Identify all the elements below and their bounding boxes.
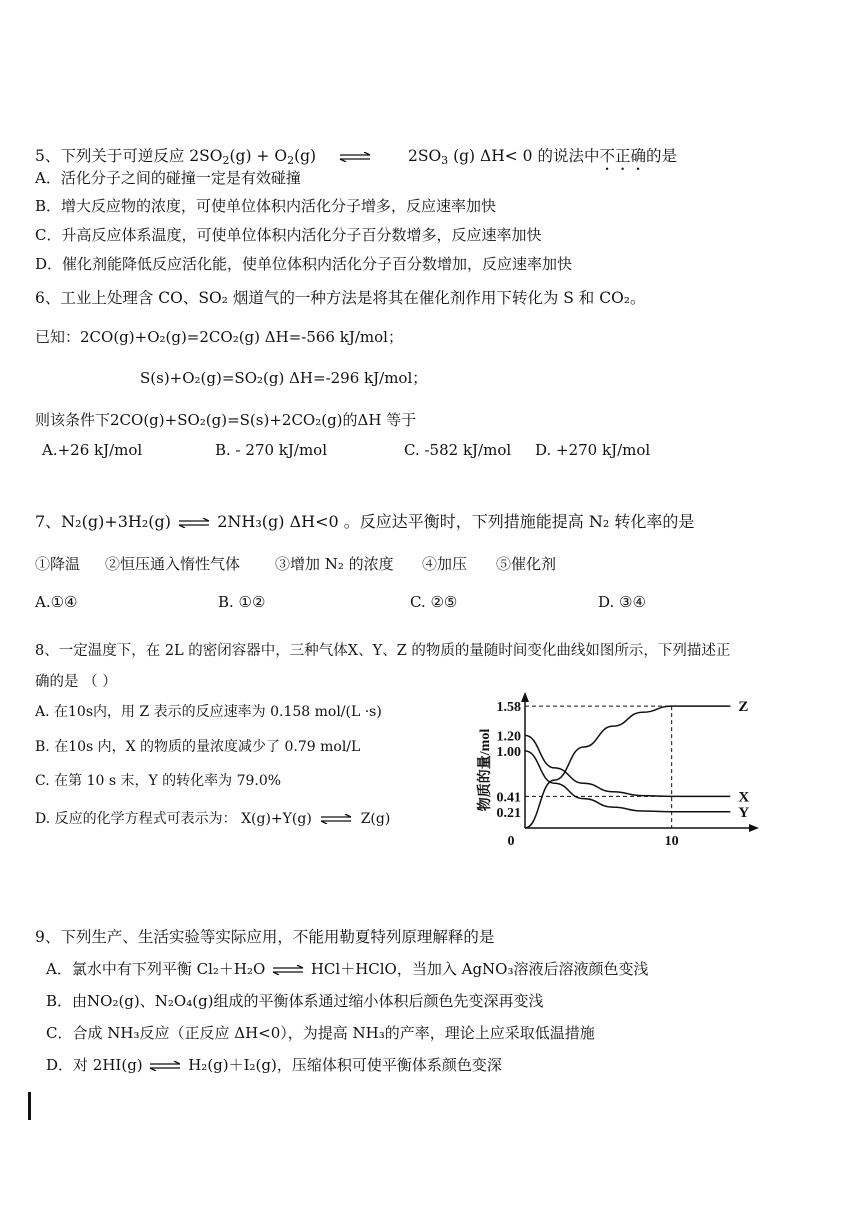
q6-option-c: C. -582 kJ/mol xyxy=(404,441,512,459)
q9-option-c: C．合成 NH₃反应（正反应 ΔH<0），为提高 NH₃的产率，理论上应采取低温措施 xyxy=(46,1024,595,1042)
q7-option-c: C. ②⑤ xyxy=(410,593,458,611)
margin-pen-mark xyxy=(28,1092,31,1120)
q7-measure-3: ③增加 N₂ 的浓度 xyxy=(275,555,394,573)
y-tick-label: 1.58 xyxy=(496,700,521,716)
x-tick-label: 0 xyxy=(507,834,515,849)
y-axis-label: 物质的量/mol xyxy=(478,728,493,812)
q7-stem: 7、N₂(g)+3H₂(g) 2NH₃(g) ΔH<0 。反应达平衡时，下列措施能提高 N₂ 转化率的是 xyxy=(35,512,695,531)
q6-option-a: A.+26 kJ/mol xyxy=(42,441,143,459)
q8-option-a: A. 在10s内，用 Z 表示的反应速率为 0.158 mol/(L ·s) xyxy=(35,704,382,720)
q5-option-b: B．增大反应物的浓度，可使单位体积内活化分子增多，反应速率加快 xyxy=(35,197,497,215)
q6-known-2: S(s)+O₂(g)=SO₂(g) ΔH=-296 kJ/mol； xyxy=(140,369,428,387)
equilibrium-arrow-icon xyxy=(320,814,352,824)
q6-known-1: 已知：2CO(g)+O₂(g)=2CO₂(g) ΔH=-566 kJ/mol； xyxy=(35,328,403,346)
q7-measure-4: ④加压 xyxy=(422,555,468,573)
q9-option-b: B．由NO₂(g)、N₂O₄(g)组成的平衡体系通过缩小体积后颜色先变深再变浅 xyxy=(46,992,544,1010)
q8-stem-continued: 确的是 （ ） xyxy=(35,674,117,690)
q5-option-d: D．催化剂能降低反应活化能，使单位体积内活化分子百分数增加，反应速率加快 xyxy=(35,255,573,273)
series-line-y xyxy=(525,751,730,812)
y-axis-arrow xyxy=(521,692,529,702)
q7-option-b: B. ①② xyxy=(218,593,266,611)
series-label-y: Y xyxy=(738,804,750,821)
q7-option-d: D. ③④ xyxy=(598,593,646,611)
equilibrium-arrow-icon xyxy=(178,518,210,528)
equilibrium-arrow-icon xyxy=(149,1061,181,1071)
q8-stem: 8、一定温度下，在 2L 的密闭容器中，三种气体X、Y、Z 的物质的量随时间变化曲线如图所示，下列描述正 xyxy=(35,643,731,659)
q8-option-d: D. 反应的化学方程式可表示为： X(g)+Y(g) Z(g) xyxy=(35,811,391,827)
q5-stem: 5、下列关于可逆反应 $2SO_2(g) + O_2(g)$ $2SO_3$ (g) ΔH< 0 的说法中不正确的是 xyxy=(35,147,677,167)
y-tick-label: 1.20 xyxy=(496,729,521,745)
q6-question: 则该条件下2CO(g)+SO₂(g)=S(s)+2CO₂(g)的ΔH 等于 xyxy=(35,411,417,429)
q7-option-a: A.①④ xyxy=(35,593,78,611)
series-label-x: X xyxy=(738,789,750,806)
equilibrium-arrow-icon xyxy=(272,965,304,975)
q9-stem: 9、下列生产、生活实验等实际应用，不能用勒夏特列原理解释的是 xyxy=(35,928,495,946)
amount-time-chart xyxy=(465,688,765,858)
series-label-z: Z xyxy=(738,699,749,716)
q7-measure-5: ⑤催化剂 xyxy=(496,555,557,573)
x-axis-arrow xyxy=(749,824,759,832)
q6-stem: 6、工业上处理含 CO、SO₂ 烟道气的一种方法是将其在催化剂作用下转化为 S 和 CO₂。 xyxy=(35,289,646,307)
q5-option-c: C．升高反应体系温度，可使单位体积内活化分子百分数增多，反应速率加快 xyxy=(35,226,542,244)
y-tick-label: 0.21 xyxy=(496,805,521,821)
q6-option-d: D. +270 kJ/mol xyxy=(535,441,651,459)
equilibrium-arrow-icon xyxy=(339,152,371,162)
q7-measure-1: ①降温 xyxy=(35,555,81,573)
q9-option-a: A．氯水中有下列平衡 Cl₂＋H₂O HCl＋HClO，当加入 AgNO₃溶液后溶液颜色变浅 xyxy=(46,960,649,978)
series-line-x xyxy=(525,735,730,796)
q7-measure-2: ②恒压通入惰性气体 xyxy=(105,555,241,573)
y-tick-label: 1.00 xyxy=(496,744,521,760)
q8-option-b: B. 在10s 内，X 的物质的量浓度减少了 0.79 mol/L xyxy=(35,739,361,755)
q8-option-c: C. 在第 10 s 末，Y 的转化率为 79.0% xyxy=(35,773,282,789)
q6-option-b: B. - 270 kJ/mol xyxy=(215,441,328,459)
x-tick-label: 10 xyxy=(664,834,679,849)
q5-option-a: A．活化分子之间的碰撞一定是有效碰撞 xyxy=(35,169,301,187)
y-tick-label: 0.41 xyxy=(496,790,521,806)
q9-option-d: D．对 2HI(g) H₂(g)＋I₂(g)，压缩体积可使平衡体系颜色变深 xyxy=(46,1056,502,1074)
